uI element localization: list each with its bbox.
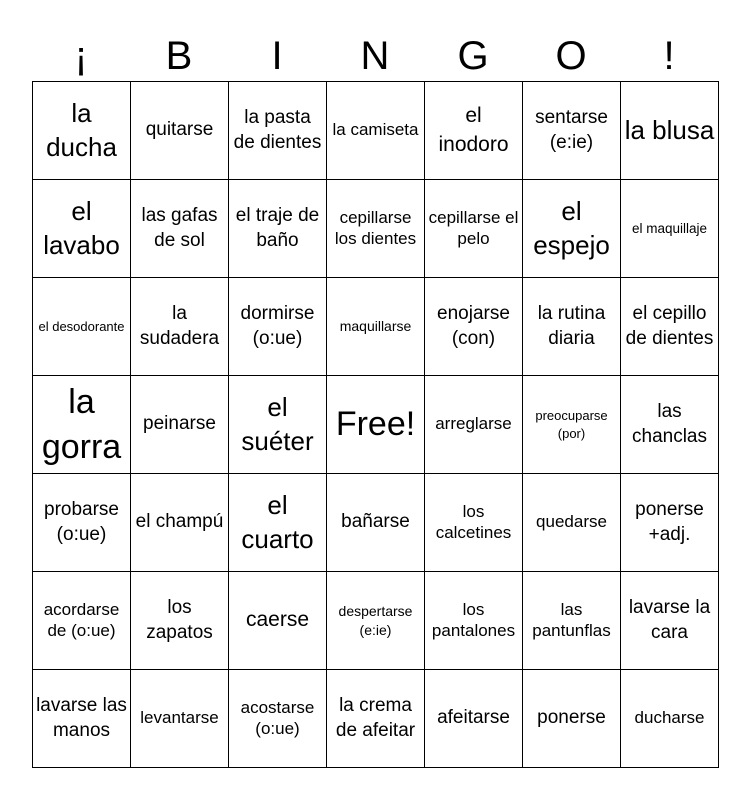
bingo-cell[interactable] [621, 572, 719, 670]
cell-text: quedarse [536, 512, 607, 532]
bingo-cell[interactable] [131, 474, 229, 572]
cell-text: lavarse las manos [36, 694, 127, 741]
bingo-cell[interactable] [425, 376, 523, 474]
bingo-header [32, 30, 718, 82]
bingo-cell[interactable] [131, 278, 229, 376]
header-letter: N [360, 34, 390, 78]
bingo-cell[interactable] [33, 278, 131, 376]
bingo-cell[interactable] [425, 572, 523, 670]
bingo-cell[interactable] [327, 572, 425, 670]
cell-text: el suéter [241, 391, 314, 456]
cell-text: sentarse (e:ie) [535, 106, 608, 153]
bingo-cell[interactable] [327, 278, 425, 376]
cell-text: bañarse [341, 511, 410, 533]
cell-text: el espejo [533, 195, 610, 260]
bingo-cell[interactable] [425, 278, 523, 376]
bingo-cell[interactable] [523, 278, 621, 376]
cell-text: peinarse [143, 413, 216, 435]
cell-text: el inodoro [438, 104, 509, 156]
bingo-cell[interactable] [229, 278, 327, 376]
bingo-cell[interactable] [131, 670, 229, 768]
cell-text: acostarse (o:ue) [240, 698, 315, 738]
cell-text: lavarse la cara [628, 596, 711, 643]
bingo-cell[interactable] [621, 278, 719, 376]
bingo-cell[interactable] [425, 82, 523, 180]
bingo-cell[interactable] [229, 376, 327, 474]
cell-text: probarse (o:ue) [44, 498, 119, 545]
cell-text: el cuarto [241, 489, 314, 554]
cell-text: afeitarse [437, 707, 510, 729]
bingo-cell[interactable] [523, 572, 621, 670]
cell-text: la crema de afeitar [335, 694, 416, 741]
bingo-cell[interactable] [327, 180, 425, 278]
bingo-cell[interactable] [33, 572, 131, 670]
bingo-cell[interactable] [621, 82, 719, 180]
cell-text: cepillarse los dientes [334, 208, 417, 248]
bingo-cell[interactable] [327, 82, 425, 180]
bingo-cell[interactable] [621, 474, 719, 572]
cell-text: la blusa [624, 114, 715, 145]
bingo-cell[interactable] [621, 670, 719, 768]
bingo-cell[interactable] [327, 474, 425, 572]
bingo-cell[interactable] [523, 180, 621, 278]
cell-text: la camiseta [332, 120, 419, 140]
cell-text: quitarse [145, 119, 214, 141]
cell-text: ponerse [537, 707, 606, 729]
bingo-cell[interactable] [523, 376, 621, 474]
cell-text: ponerse +adj. [635, 498, 704, 545]
header-letter: B [165, 34, 193, 78]
cell-text: despertarse (e:ie) [338, 603, 413, 638]
cell-text: dormirse (o:ue) [240, 302, 315, 349]
cell-text: ducharse [634, 708, 705, 728]
header-letter: I [271, 34, 283, 78]
bingo-cell[interactable] [425, 474, 523, 572]
bingo-cell[interactable] [523, 474, 621, 572]
bingo-cell[interactable] [229, 572, 327, 670]
cell-text: el cepillo de dientes [625, 302, 714, 349]
bingo-cell[interactable] [229, 82, 327, 180]
bingo-cell[interactable] [33, 474, 131, 572]
cell-text: levantarse [140, 708, 219, 728]
header-letter: O [555, 34, 587, 78]
cell-text: la sudadera [139, 302, 220, 349]
bingo-cell[interactable] [523, 82, 621, 180]
bingo-cell[interactable] [621, 180, 719, 278]
bingo-cell[interactable] [425, 180, 523, 278]
bingo-board [32, 81, 719, 768]
bingo-cell[interactable] [33, 82, 131, 180]
bingo-cell[interactable] [131, 180, 229, 278]
cell-text: el lavabo [43, 195, 120, 260]
cell-text: la rutina diaria [537, 302, 606, 349]
cell-text: acordarse de (o:ue) [43, 600, 120, 640]
bingo-cell[interactable] [621, 376, 719, 474]
cell-text: las pantunflas [532, 600, 611, 640]
cell-text: los pantalones [431, 600, 516, 640]
bingo-cell[interactable] [33, 180, 131, 278]
cell-text: el maquillaje [631, 220, 708, 236]
cell-text: caerse [245, 608, 310, 632]
cell-text: la pasta de dientes [233, 106, 322, 153]
header-letter: ! [663, 34, 675, 78]
bingo-cell[interactable] [327, 670, 425, 768]
cell-text: la gorra [41, 383, 122, 466]
cell-text: arreglarse [435, 414, 512, 434]
bingo-cell[interactable] [131, 376, 229, 474]
cell-text: las chanclas [632, 400, 707, 447]
header-letter: ¡ [74, 34, 88, 78]
cell-text: preocuparse (por) [535, 407, 608, 441]
bingo-cell[interactable] [33, 670, 131, 768]
cell-text: enojarse (con) [437, 302, 510, 349]
cell-text: los zapatos [146, 596, 213, 643]
cell-text: el desodorante [38, 318, 125, 334]
cell-text: cepillarse el pelo [428, 208, 519, 248]
bingo-cell[interactable] [229, 180, 327, 278]
free-space[interactable] [327, 376, 425, 474]
bingo-cell[interactable] [131, 572, 229, 670]
cell-text: el traje de baño [235, 204, 320, 251]
cell-text: los calcetines [435, 502, 512, 542]
cell-text: las gafas de sol [141, 204, 218, 251]
bingo-cell[interactable] [523, 670, 621, 768]
bingo-cell[interactable] [33, 376, 131, 474]
header-letter: G [457, 34, 489, 78]
bingo-cell[interactable] [229, 670, 327, 768]
cell-text: Free! [335, 405, 416, 444]
cell-text: la ducha [46, 97, 117, 162]
cell-text: el champú [135, 511, 224, 533]
bingo-cell[interactable] [425, 670, 523, 768]
cell-text: maquillarse [339, 318, 412, 335]
bingo-cell[interactable] [229, 474, 327, 572]
bingo-cell[interactable] [131, 82, 229, 180]
